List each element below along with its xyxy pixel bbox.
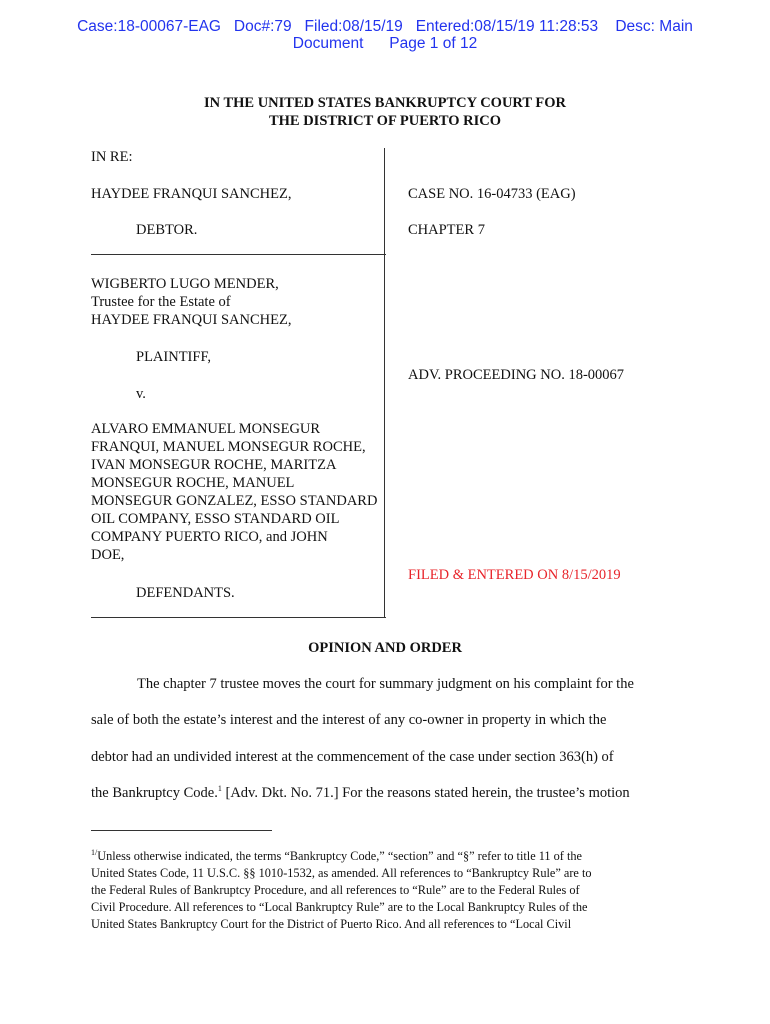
defendant-line: COMPANY PUERTO RICO, and JOHN — [91, 529, 328, 545]
caption-divider-bottom — [91, 617, 386, 618]
plaintiff-line: Trustee for the Estate of — [91, 294, 231, 310]
case-number: CASE NO. 16-04733 (EAG) — [408, 186, 576, 202]
footnote-marker: 1/ — [91, 847, 98, 857]
body-line-4a: the Bankruptcy Code. — [91, 785, 218, 801]
versus: v. — [136, 386, 146, 402]
defendant-line: FRANQUI, MANUEL MONSEGUR ROCHE, — [91, 439, 366, 455]
debtor-role: DEBTOR. — [136, 222, 198, 238]
defendant-line: MONSEGUR ROCHE, MANUEL — [91, 475, 295, 491]
filed-entered-stamp: FILED & ENTERED ON 8/15/2019 — [408, 567, 621, 583]
body-line-3: debtor had an undivided interest at the commencement of the case under section 363(h) of — [91, 749, 614, 765]
ecf-header-line-1: Case:18-00067-EAG Doc#:79 Filed:08/15/19 Entered:08/15/19 11:28:53 Desc: Main — [77, 18, 693, 35]
body-line-4b: [Adv. Dkt. No. 71.] For the reasons stated herein, the trustee’s motion — [221, 785, 630, 801]
defendant-role: DEFENDANTS. — [136, 585, 235, 601]
body-line-4 — [91, 784, 681, 802]
footnote-line-2: United States Code, 11 U.S.C. §§ 1010-1532, as amended. All references to “Bankruptcy Rule” are to — [91, 866, 592, 880]
footnote-separator — [91, 830, 272, 831]
in-re-label: IN RE: — [91, 149, 133, 165]
opinion-title: OPINION AND ORDER — [308, 640, 462, 656]
footnote-line-3: the Federal Rules of Bankruptcy Procedure, and all references to “Rule” are to the Federal Rules of — [91, 883, 580, 897]
plaintiff-role: PLAINTIFF, — [136, 349, 211, 365]
defendant-line: IVAN MONSEGUR ROCHE, MARITZA — [91, 457, 337, 473]
footnote-text: Unless otherwise indicated, the terms “Bankruptcy Code,” “section” and “§” refer to title 11 of the — [97, 849, 582, 863]
adv-proceeding-number: ADV. PROCEEDING NO. 18-00067 — [408, 367, 625, 383]
defendant-line: DOE, — [91, 547, 125, 563]
ecf-header-line-2: Document Page 1 of 12 — [292, 35, 478, 52]
plaintiff-line: WIGBERTO LUGO MENDER, — [91, 276, 279, 292]
body-line-1: The chapter 7 trustee moves the court for summary judgment on his complaint for the — [137, 676, 634, 692]
body-line-2: sale of both the estate’s interest and the interest of any co-owner in property in which the — [91, 712, 607, 728]
court-title-line-1: IN THE UNITED STATES BANKRUPTCY COURT FOR — [203, 95, 567, 111]
footnote-line-5: United States Bankruptcy Court for the District of Puerto Rico. And all references to “Local Civil — [91, 917, 572, 931]
caption-divider-vertical — [384, 148, 385, 618]
court-title-line-2: THE DISTRICT OF PUERTO RICO — [268, 113, 502, 129]
chapter: CHAPTER 7 — [408, 222, 485, 238]
defendant-line: MONSEGUR GONZALEZ, ESSO STANDARD — [91, 493, 378, 509]
defendant-line: ALVARO EMMANUEL MONSEGUR — [91, 421, 321, 437]
footnote-reference[interactable]: 1 — [217, 784, 222, 794]
plaintiff-line: HAYDEE FRANQUI SANCHEZ, — [91, 312, 292, 328]
debtor-name: HAYDEE FRANQUI SANCHEZ, — [91, 186, 292, 202]
footnote-line-1 — [91, 848, 582, 865]
caption-divider-top — [91, 254, 386, 255]
footnote-line-4: Civil Procedure. All references to “Local Bankruptcy Rule” are to the Local Bankruptcy Rules of the — [91, 900, 588, 914]
defendant-line: OIL COMPANY, ESSO STANDARD OIL — [91, 511, 340, 527]
